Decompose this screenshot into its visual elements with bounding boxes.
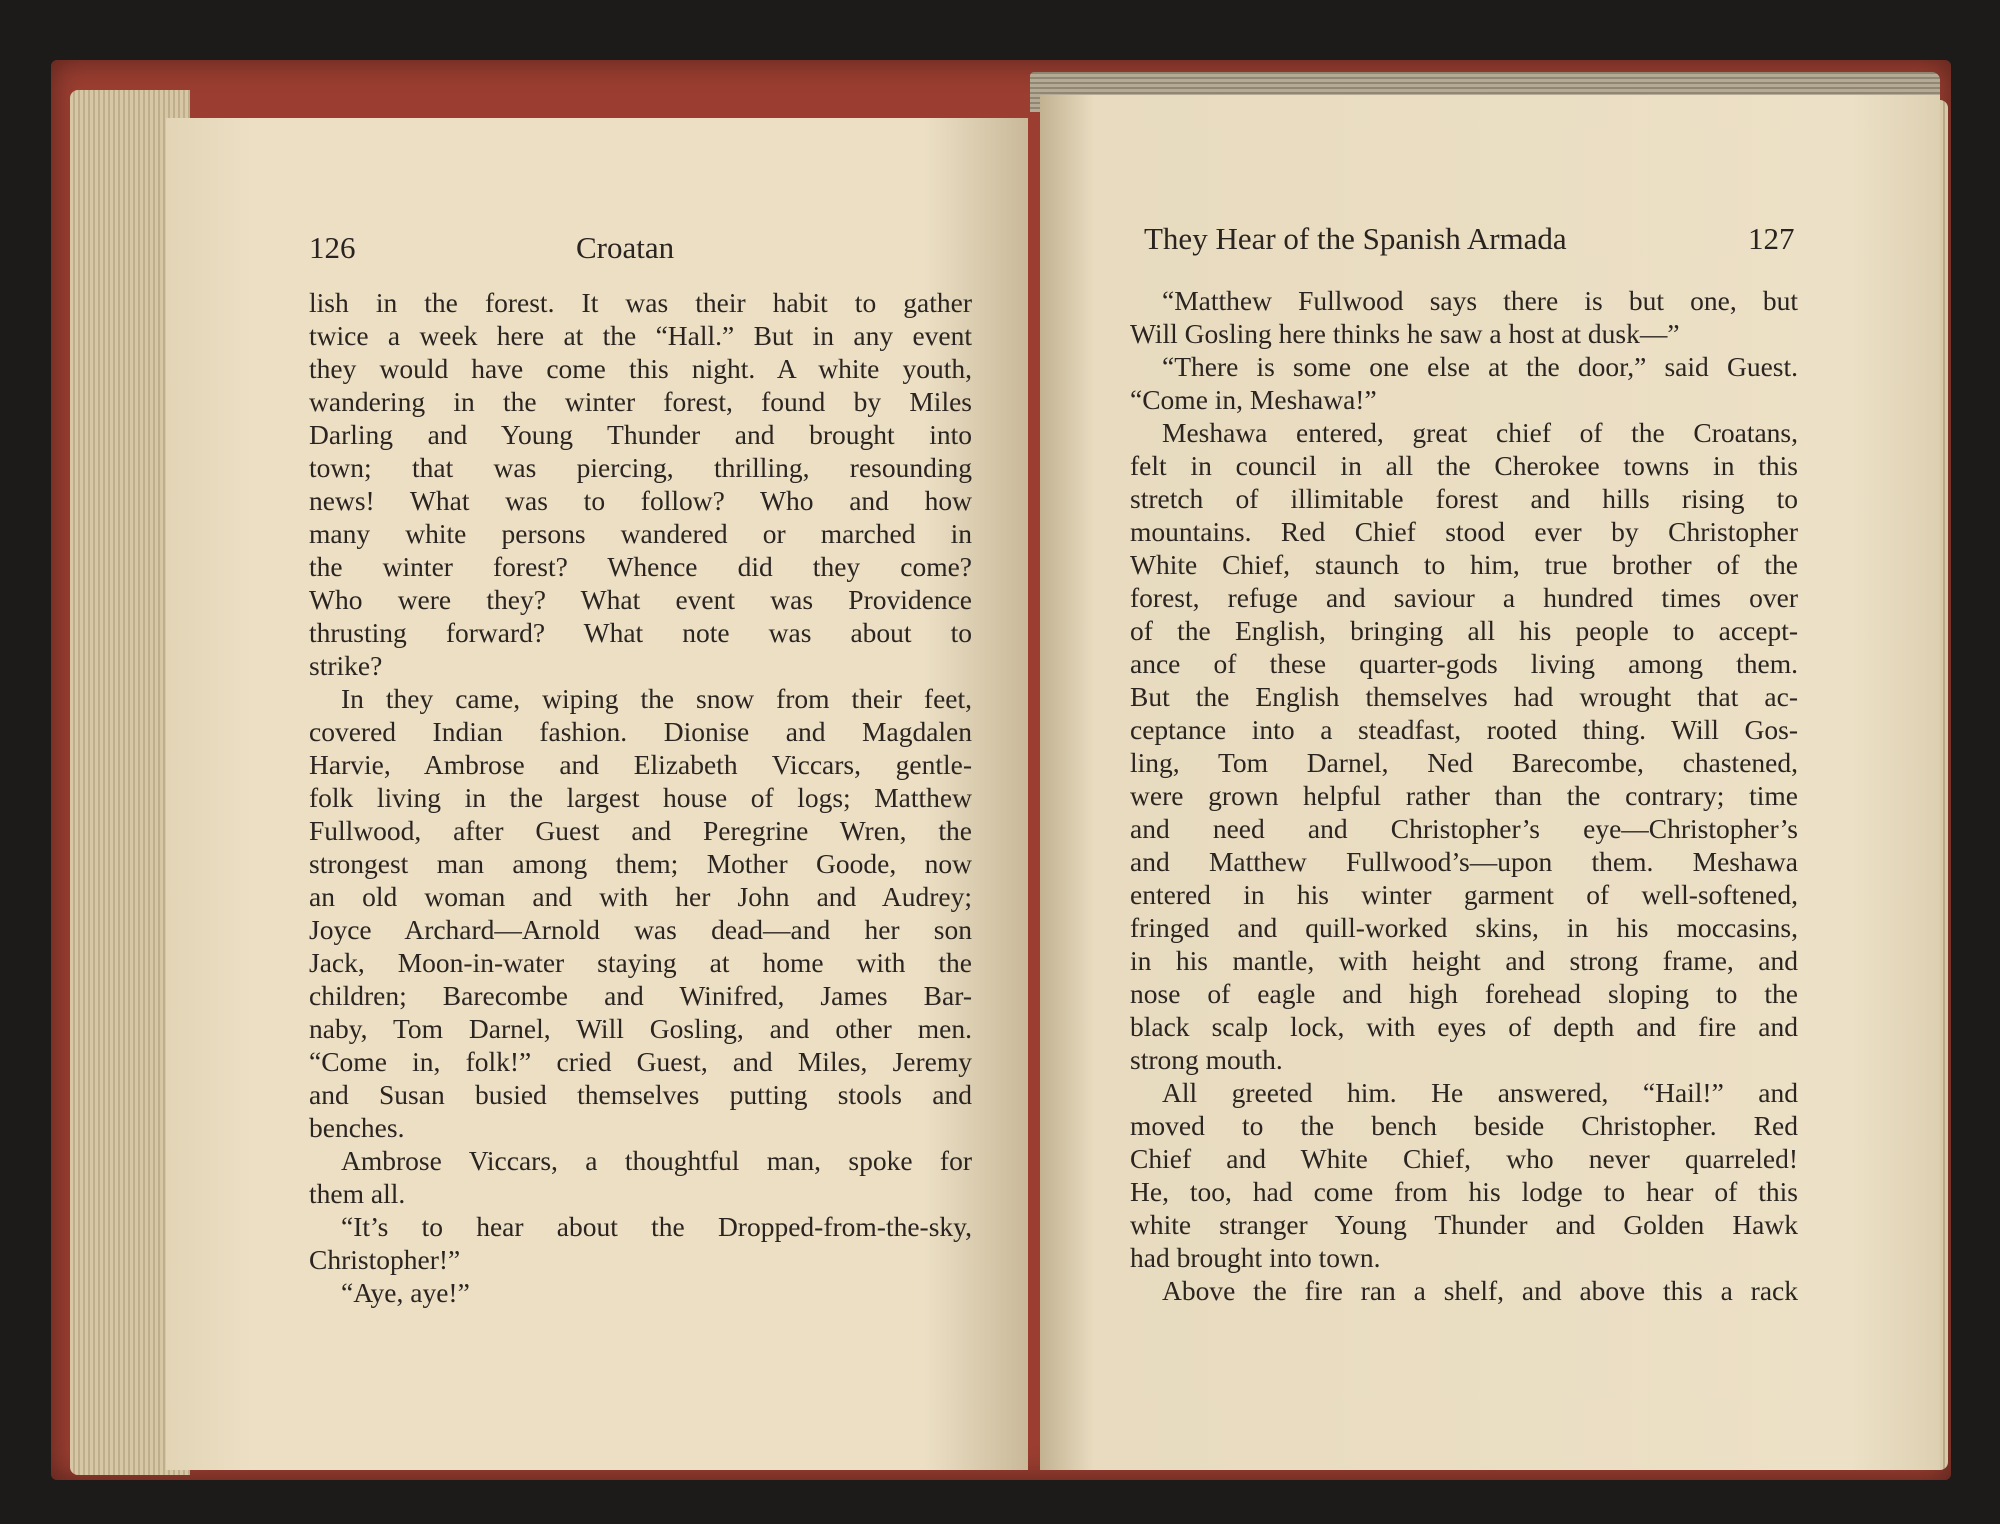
text-line: In they came, wiping the snow from their feet, <box>341 683 972 714</box>
text-line: forest, refuge and saviour a hundred times over <box>1130 582 1798 613</box>
text-line: an old woman and with her John and Audrey; <box>309 881 972 912</box>
text-line: children; Barecombe and Winifred, James Bar- <box>309 980 972 1011</box>
running-head-right: They Hear of the Spanish Armada <box>1144 221 1567 256</box>
text-line: black scalp lock, with eyes of depth and fire and <box>1130 1011 1798 1042</box>
text-line: “Matthew Fullwood says there is but one, but <box>1162 285 1798 316</box>
text-line: lish in the forest. It was their habit to gather <box>309 287 972 318</box>
text-line: ance of these quarter-gods living among them. <box>1130 648 1798 679</box>
text-line: many white persons wandered or marched in <box>309 518 972 549</box>
page-number-right: 127 <box>1748 221 1795 256</box>
text-line: them all. <box>309 1178 406 1209</box>
text-line: stretch of illimitable forest and hills rising to <box>1130 483 1798 514</box>
text-line: twice a week here at the “Hall.” But in any event <box>309 320 972 351</box>
text-line: of the English, bringing all his people to accept- <box>1130 615 1798 646</box>
text-line: benches. <box>309 1112 405 1143</box>
text-line: Chief and White Chief, who never quarreled! <box>1130 1143 1798 1174</box>
text-line: “Come in, Meshawa!” <box>1130 384 1377 415</box>
text-line: in his mantle, with height and strong frame, and <box>1130 945 1798 976</box>
text-line: and need and Christopher’s eye—Christopher’s <box>1130 813 1798 844</box>
text-line: All greeted him. He answered, “Hail!” and <box>1162 1077 1798 1108</box>
text-line: ling, Tom Darnel, Ned Barecombe, chastened, <box>1130 747 1798 778</box>
text-line: But the English themselves had wrought that ac- <box>1130 681 1798 712</box>
page-number-left: 126 <box>309 230 356 265</box>
right-page-body <box>1130 284 1798 1307</box>
text-line: entered in his winter garment of well-softened, <box>1130 879 1798 910</box>
text-line: Will Gosling here thinks he saw a host at dusk—” <box>1130 318 1680 349</box>
text-line: “There is some one else at the door,” said Guest. <box>1162 351 1798 382</box>
text-line: strong mouth. <box>1130 1044 1283 1075</box>
text-line: Harvie, Ambrose and Elizabeth Viccars, gentle- <box>309 749 972 780</box>
text-line: Ambrose Viccars, a thoughtful man, spoke for <box>341 1145 972 1176</box>
text-line: Who were they? What event was Providence <box>309 584 972 615</box>
text-line: felt in council in all the Cherokee towns in this <box>1130 450 1798 481</box>
text-line: and Susan busied themselves putting stools and <box>309 1079 972 1110</box>
text-line: nose of eagle and high forehead sloping to the <box>1130 978 1798 1009</box>
text-line: thrusting forward? What note was about to <box>309 617 972 648</box>
text-line: Joyce Archard—Arnold was dead—and her son <box>309 914 972 945</box>
text-line: the winter forest? Whence did they come? <box>309 551 972 582</box>
text-line: strike? <box>309 650 383 681</box>
text-line: ceptance into a steadfast, rooted thing. Will Gos- <box>1130 714 1798 745</box>
text-line: town; that was piercing, thrilling, resounding <box>309 452 972 483</box>
text-line: covered Indian fashion. Dionise and Magdalen <box>309 716 972 747</box>
text-line: news! What was to follow? Who and how <box>309 485 972 516</box>
text-line: white stranger Young Thunder and Golden Hawk <box>1130 1209 1798 1240</box>
running-head-left: Croatan <box>576 230 675 265</box>
text-line: had brought into town. <box>1130 1242 1381 1273</box>
text-line: they would have come this night. A white youth, <box>309 353 972 384</box>
text-line: naby, Tom Darnel, Will Gosling, and other men. <box>309 1013 972 1044</box>
text-line: were grown helpful rather than the contrary; time <box>1130 780 1798 811</box>
text-line: Fullwood, after Guest and Peregrine Wren, the <box>309 815 972 846</box>
text-line: wandering in the winter forest, found by Miles <box>309 386 972 417</box>
text-line: fringed and quill-worked skins, in his moccasins, <box>1130 912 1798 943</box>
text-line: “It’s to hear about the Dropped-from-the-sky, <box>341 1211 972 1242</box>
text-line: mountains. Red Chief stood ever by Christopher <box>1130 516 1798 547</box>
text-line: Meshawa entered, great chief of the Croatans, <box>1162 417 1798 448</box>
text-line: White Chief, staunch to him, true brother of the <box>1130 549 1798 580</box>
text-line: Above the fire ran a shelf, and above this a rack <box>1162 1275 1798 1306</box>
text-line: He, too, had come from his lodge to hear of this <box>1130 1176 1798 1207</box>
text-line: and Matthew Fullwood’s—upon them. Meshawa <box>1130 846 1798 877</box>
text-line: “Come in, folk!” cried Guest, and Miles, Jeremy <box>309 1046 972 1077</box>
text-line: strongest man among them; Mother Goode, now <box>309 848 972 879</box>
text-line: Jack, Moon-in-water staying at home with the <box>309 947 972 978</box>
text-line: Darling and Young Thunder and brought into <box>309 419 972 450</box>
left-page-body <box>309 286 972 1309</box>
text-line: “Aye, aye!” <box>341 1277 470 1308</box>
text-line: folk living in the largest house of logs; Matthew <box>309 782 972 813</box>
text-line: Christopher!” <box>309 1244 461 1275</box>
text-line: moved to the bench beside Christopher. Red <box>1130 1110 1798 1141</box>
